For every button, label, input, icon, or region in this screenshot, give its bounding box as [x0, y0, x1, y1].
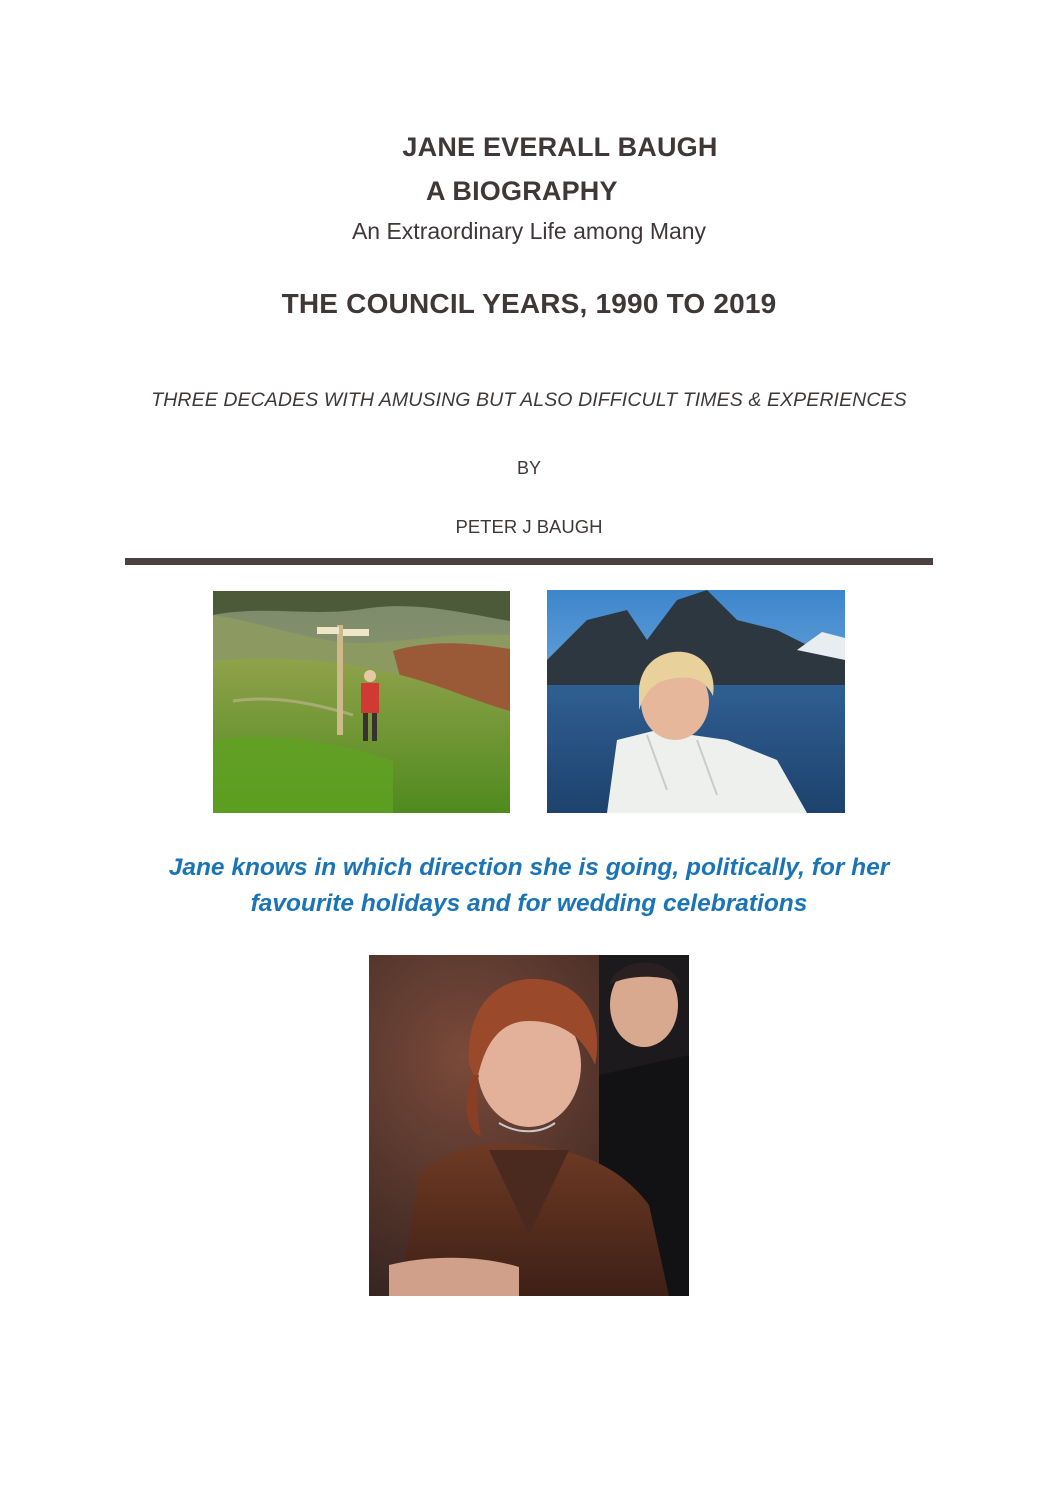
photo-fjord-portrait	[547, 590, 845, 813]
book-title: JANE EVERALL BAUGH	[402, 132, 718, 162]
photo-caption	[0, 850, 1058, 922]
caption-line-1: Jane knows in which direction she is going, politically, for her	[168, 854, 890, 881]
book-tagline: An Extraordinary Life among Many	[351, 218, 707, 244]
subtitle-italic: THREE DECADES WITH AMUSING BUT ALSO DIFFICULT TIMES & EXPERIENCES	[151, 389, 907, 411]
by-label: BY	[516, 458, 541, 478]
author-name: PETER J BAUGH	[455, 516, 603, 537]
photo-hiker-signpost	[213, 591, 510, 813]
period-heading: THE COUNCIL YEARS, 1990 TO 2019	[281, 288, 777, 319]
caption-line-2: favourite holidays and for wedding celebrations	[250, 890, 808, 917]
photo-wedding-portrait	[369, 955, 689, 1296]
book-subtitle-biography: A BIOGRAPHY	[426, 176, 618, 206]
horizontal-divider	[125, 558, 933, 565]
